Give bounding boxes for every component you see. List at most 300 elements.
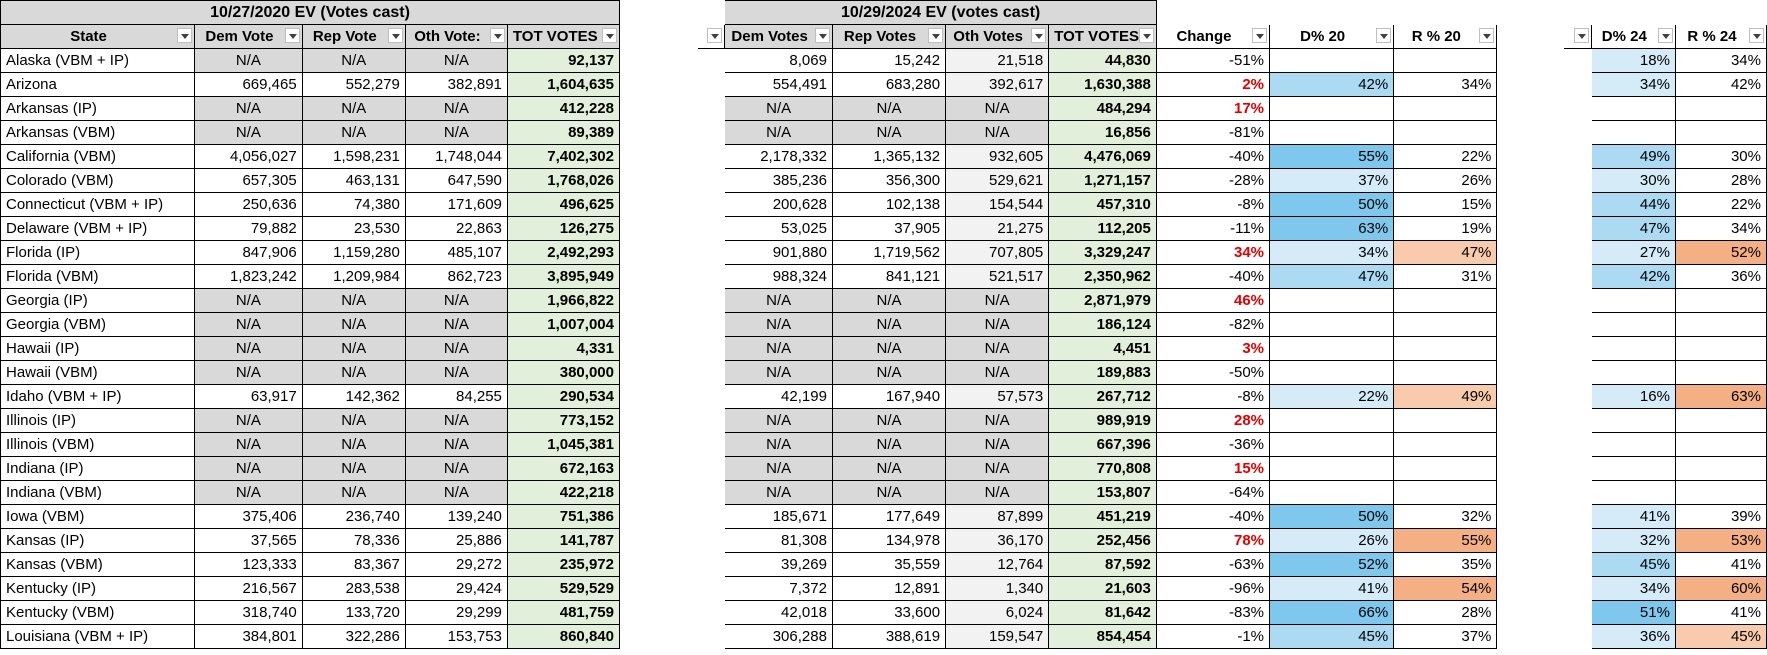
cell-tot24[interactable]: 153,807 bbox=[1049, 481, 1157, 505]
cell-tot24[interactable]: 3,329,247 bbox=[1049, 241, 1157, 265]
empty-cell[interactable] bbox=[1156, 1, 1269, 25]
cell-dem20[interactable]: 123,333 bbox=[195, 553, 303, 577]
cell-dem20[interactable]: 318,740 bbox=[195, 601, 303, 625]
empty-cell[interactable] bbox=[1563, 577, 1591, 601]
empty-cell[interactable] bbox=[1563, 241, 1591, 265]
cell-tot20[interactable]: 2,492,293 bbox=[507, 241, 619, 265]
empty-cell[interactable] bbox=[697, 289, 725, 313]
empty-cell[interactable] bbox=[1497, 241, 1564, 265]
cell-rep20[interactable]: 1,209,984 bbox=[302, 265, 405, 289]
empty-cell[interactable] bbox=[697, 97, 725, 121]
cell-state[interactable]: Kansas (IP) bbox=[1, 529, 195, 553]
empty-cell[interactable] bbox=[1563, 433, 1591, 457]
filter-only-cell[interactable] bbox=[1563, 25, 1591, 49]
header-r20[interactable] bbox=[1394, 25, 1497, 49]
cell-rep24[interactable]: N/A bbox=[832, 481, 945, 505]
cell-rep24[interactable]: N/A bbox=[832, 433, 945, 457]
cell-r20[interactable]: 15% bbox=[1394, 193, 1497, 217]
cell-rep24[interactable]: 12,891 bbox=[832, 577, 945, 601]
cell-d20[interactable]: 50% bbox=[1270, 505, 1394, 529]
filter-dropdown-icon[interactable] bbox=[1376, 28, 1391, 43]
cell-rep20[interactable]: N/A bbox=[302, 121, 405, 145]
cell-dem24[interactable]: 8,069 bbox=[725, 49, 833, 73]
empty-cell[interactable] bbox=[619, 121, 697, 145]
cell-d24[interactable] bbox=[1591, 313, 1675, 337]
cell-r20[interactable]: 49% bbox=[1394, 385, 1497, 409]
empty-cell[interactable] bbox=[697, 601, 725, 625]
empty-cell[interactable] bbox=[619, 601, 697, 625]
cell-oth24[interactable]: N/A bbox=[946, 409, 1049, 433]
cell-dem24[interactable]: 988,324 bbox=[725, 265, 833, 289]
empty-cell[interactable] bbox=[619, 361, 697, 385]
header-r24[interactable] bbox=[1675, 25, 1766, 49]
empty-cell[interactable] bbox=[1497, 73, 1564, 97]
empty-cell[interactable] bbox=[1497, 169, 1564, 193]
cell-r20[interactable] bbox=[1394, 433, 1497, 457]
cell-dem24[interactable]: 554,491 bbox=[725, 73, 833, 97]
cell-r24[interactable] bbox=[1675, 289, 1766, 313]
filter-dropdown-icon[interactable] bbox=[177, 28, 192, 43]
cell-rep20[interactable]: N/A bbox=[302, 433, 405, 457]
cell-state[interactable]: Connecticut (VBM + IP) bbox=[1, 193, 195, 217]
empty-cell[interactable] bbox=[1675, 1, 1766, 25]
cell-change[interactable]: 3% bbox=[1156, 337, 1269, 361]
cell-tot20[interactable]: 380,000 bbox=[507, 361, 619, 385]
cell-d24[interactable] bbox=[1591, 457, 1675, 481]
empty-cell[interactable] bbox=[1563, 625, 1591, 649]
cell-state[interactable]: Illinois (IP) bbox=[1, 409, 195, 433]
cell-dem24[interactable]: 901,880 bbox=[725, 241, 833, 265]
cell-state[interactable]: Indiana (VBM) bbox=[1, 481, 195, 505]
cell-change[interactable]: -64% bbox=[1156, 481, 1269, 505]
cell-dem24[interactable]: 306,288 bbox=[725, 625, 833, 649]
cell-dem24[interactable]: 39,269 bbox=[725, 553, 833, 577]
empty-cell[interactable] bbox=[1497, 1, 1564, 25]
cell-r24[interactable]: 45% bbox=[1675, 625, 1766, 649]
cell-change[interactable]: -1% bbox=[1156, 625, 1269, 649]
cell-state[interactable]: Delaware (VBM + IP) bbox=[1, 217, 195, 241]
cell-oth20[interactable]: 29,424 bbox=[405, 577, 507, 601]
cell-rep20[interactable]: 552,279 bbox=[302, 73, 405, 97]
cell-tot24[interactable]: 484,294 bbox=[1049, 97, 1157, 121]
cell-oth24[interactable]: 21,518 bbox=[946, 49, 1049, 73]
cell-oth20[interactable]: 171,609 bbox=[405, 193, 507, 217]
spacer-cell[interactable] bbox=[619, 1, 697, 25]
cell-rep24[interactable]: 1,365,132 bbox=[832, 145, 945, 169]
cell-r20[interactable] bbox=[1394, 49, 1497, 73]
cell-tot24[interactable]: 1,630,388 bbox=[1049, 73, 1157, 97]
filter-dropdown-icon[interactable] bbox=[602, 28, 617, 43]
cell-d24[interactable]: 49% bbox=[1591, 145, 1675, 169]
cell-r24[interactable] bbox=[1675, 97, 1766, 121]
cell-tot24[interactable]: 4,451 bbox=[1049, 337, 1157, 361]
cell-oth24[interactable]: 707,805 bbox=[946, 241, 1049, 265]
empty-cell[interactable] bbox=[697, 625, 725, 649]
cell-d20[interactable] bbox=[1270, 337, 1394, 361]
cell-d24[interactable]: 34% bbox=[1591, 577, 1675, 601]
cell-tot20[interactable]: 860,840 bbox=[507, 625, 619, 649]
cell-oth20[interactable]: 382,891 bbox=[405, 73, 507, 97]
cell-dem24[interactable]: N/A bbox=[725, 433, 833, 457]
header-rep24[interactable] bbox=[832, 25, 945, 49]
cell-rep20[interactable]: 142,362 bbox=[302, 385, 405, 409]
empty-cell[interactable] bbox=[1563, 457, 1591, 481]
cell-oth20[interactable]: N/A bbox=[405, 361, 507, 385]
cell-r24[interactable] bbox=[1675, 409, 1766, 433]
cell-rep20[interactable]: 283,538 bbox=[302, 577, 405, 601]
cell-oth24[interactable]: N/A bbox=[946, 361, 1049, 385]
empty-cell[interactable] bbox=[1563, 553, 1591, 577]
empty-cell[interactable] bbox=[619, 193, 697, 217]
filter-dropdown-icon[interactable] bbox=[707, 28, 722, 43]
cell-dem24[interactable]: 53,025 bbox=[725, 217, 833, 241]
cell-dem20[interactable]: 657,305 bbox=[195, 169, 303, 193]
cell-change[interactable]: -96% bbox=[1156, 577, 1269, 601]
cell-tot20[interactable]: 1,768,026 bbox=[507, 169, 619, 193]
empty-cell[interactable] bbox=[619, 337, 697, 361]
empty-cell[interactable] bbox=[1497, 361, 1564, 385]
cell-dem24[interactable]: 7,372 bbox=[725, 577, 833, 601]
cell-dem20[interactable]: N/A bbox=[195, 289, 303, 313]
filter-dropdown-icon[interactable] bbox=[1658, 28, 1673, 43]
filter-only-cell[interactable] bbox=[697, 25, 725, 49]
cell-change[interactable]: -83% bbox=[1156, 601, 1269, 625]
cell-oth24[interactable]: 1,340 bbox=[946, 577, 1049, 601]
cell-r24[interactable]: 41% bbox=[1675, 601, 1766, 625]
cell-d24[interactable]: 42% bbox=[1591, 265, 1675, 289]
cell-r24[interactable]: 30% bbox=[1675, 145, 1766, 169]
cell-rep24[interactable]: N/A bbox=[832, 289, 945, 313]
cell-dem24[interactable]: N/A bbox=[725, 457, 833, 481]
cell-oth20[interactable]: N/A bbox=[405, 481, 507, 505]
cell-change[interactable]: -28% bbox=[1156, 169, 1269, 193]
cell-dem24[interactable]: 42,018 bbox=[725, 601, 833, 625]
empty-cell[interactable] bbox=[619, 433, 697, 457]
empty-cell[interactable] bbox=[1563, 193, 1591, 217]
cell-dem20[interactable]: N/A bbox=[195, 49, 303, 73]
cell-tot20[interactable]: 235,972 bbox=[507, 553, 619, 577]
empty-cell[interactable] bbox=[1497, 625, 1564, 649]
cell-tot24[interactable]: 989,919 bbox=[1049, 409, 1157, 433]
cell-tot20[interactable]: 773,152 bbox=[507, 409, 619, 433]
cell-rep24[interactable]: 167,940 bbox=[832, 385, 945, 409]
empty-cell[interactable] bbox=[697, 217, 725, 241]
cell-tot20[interactable]: 1,045,381 bbox=[507, 433, 619, 457]
empty-cell[interactable] bbox=[1563, 1, 1591, 25]
cell-rep20[interactable]: 1,159,280 bbox=[302, 241, 405, 265]
cell-d20[interactable] bbox=[1270, 121, 1394, 145]
cell-dem24[interactable]: N/A bbox=[725, 361, 833, 385]
cell-rep24[interactable]: 35,559 bbox=[832, 553, 945, 577]
cell-r24[interactable]: 39% bbox=[1675, 505, 1766, 529]
cell-change[interactable]: -50% bbox=[1156, 361, 1269, 385]
cell-r20[interactable]: 19% bbox=[1394, 217, 1497, 241]
empty-cell[interactable] bbox=[697, 577, 725, 601]
cell-dem20[interactable]: N/A bbox=[195, 97, 303, 121]
cell-d20[interactable]: 34% bbox=[1270, 241, 1394, 265]
cell-tot24[interactable]: 267,712 bbox=[1049, 385, 1157, 409]
cell-dem20[interactable]: N/A bbox=[195, 433, 303, 457]
cell-tot24[interactable]: 44,830 bbox=[1049, 49, 1157, 73]
cell-rep20[interactable]: 83,367 bbox=[302, 553, 405, 577]
cell-state[interactable]: Georgia (VBM) bbox=[1, 313, 195, 337]
cell-tot20[interactable]: 1,966,822 bbox=[507, 289, 619, 313]
empty-cell[interactable] bbox=[1563, 361, 1591, 385]
cell-r20[interactable] bbox=[1394, 97, 1497, 121]
empty-cell[interactable] bbox=[1497, 313, 1564, 337]
cell-dem24[interactable]: N/A bbox=[725, 289, 833, 313]
empty-cell[interactable] bbox=[1563, 481, 1591, 505]
cell-state[interactable]: Arizona bbox=[1, 73, 195, 97]
cell-state[interactable]: Arkansas (VBM) bbox=[1, 121, 195, 145]
empty-cell[interactable] bbox=[1497, 265, 1564, 289]
cell-rep20[interactable]: N/A bbox=[302, 409, 405, 433]
empty-cell[interactable] bbox=[697, 553, 725, 577]
filter-dropdown-icon[interactable] bbox=[1139, 28, 1154, 43]
cell-oth20[interactable]: 139,240 bbox=[405, 505, 507, 529]
cell-state[interactable]: Indiana (IP) bbox=[1, 457, 195, 481]
empty-cell[interactable] bbox=[697, 313, 725, 337]
cell-oth24[interactable]: 159,547 bbox=[946, 625, 1049, 649]
cell-d20[interactable] bbox=[1270, 97, 1394, 121]
cell-rep24[interactable]: 841,121 bbox=[832, 265, 945, 289]
cell-dem20[interactable]: 4,056,027 bbox=[195, 145, 303, 169]
cell-state[interactable]: Louisiana (VBM + IP) bbox=[1, 625, 195, 649]
cell-rep24[interactable]: N/A bbox=[832, 361, 945, 385]
cell-dem24[interactable]: 2,178,332 bbox=[725, 145, 833, 169]
cell-rep20[interactable]: N/A bbox=[302, 97, 405, 121]
cell-rep20[interactable]: 23,530 bbox=[302, 217, 405, 241]
filter-dropdown-icon[interactable] bbox=[815, 28, 830, 43]
cell-state[interactable]: Arkansas (IP) bbox=[1, 97, 195, 121]
spacer-cell[interactable] bbox=[697, 1, 725, 25]
cell-dem20[interactable]: 37,565 bbox=[195, 529, 303, 553]
cell-d24[interactable]: 51% bbox=[1591, 601, 1675, 625]
header-state[interactable] bbox=[1, 25, 195, 49]
cell-change[interactable]: 34% bbox=[1156, 241, 1269, 265]
empty-cell[interactable] bbox=[1497, 385, 1564, 409]
cell-d24[interactable] bbox=[1591, 433, 1675, 457]
cell-state[interactable]: Iowa (VBM) bbox=[1, 505, 195, 529]
cell-rep24[interactable]: N/A bbox=[832, 457, 945, 481]
cell-dem20[interactable]: N/A bbox=[195, 121, 303, 145]
empty-cell[interactable] bbox=[1497, 25, 1564, 49]
cell-r20[interactable] bbox=[1394, 361, 1497, 385]
cell-oth20[interactable]: N/A bbox=[405, 409, 507, 433]
empty-cell[interactable] bbox=[1563, 145, 1591, 169]
cell-r20[interactable] bbox=[1394, 289, 1497, 313]
cell-d24[interactable]: 27% bbox=[1591, 241, 1675, 265]
cell-dem20[interactable]: N/A bbox=[195, 409, 303, 433]
cell-r20[interactable]: 31% bbox=[1394, 265, 1497, 289]
cell-dem20[interactable]: N/A bbox=[195, 313, 303, 337]
cell-state[interactable]: California (VBM) bbox=[1, 145, 195, 169]
cell-tot20[interactable]: 1,604,635 bbox=[507, 73, 619, 97]
cell-r20[interactable] bbox=[1394, 121, 1497, 145]
cell-tot24[interactable]: 16,856 bbox=[1049, 121, 1157, 145]
cell-tot24[interactable]: 252,456 bbox=[1049, 529, 1157, 553]
cell-oth24[interactable]: 36,170 bbox=[946, 529, 1049, 553]
empty-cell[interactable] bbox=[619, 265, 697, 289]
cell-r24[interactable] bbox=[1675, 313, 1766, 337]
cell-change[interactable]: -81% bbox=[1156, 121, 1269, 145]
cell-d20[interactable]: 41% bbox=[1270, 577, 1394, 601]
filter-dropdown-icon[interactable] bbox=[1574, 28, 1589, 43]
empty-cell[interactable] bbox=[1563, 337, 1591, 361]
cell-d24[interactable]: 47% bbox=[1591, 217, 1675, 241]
cell-dem20[interactable]: N/A bbox=[195, 337, 303, 361]
empty-cell[interactable] bbox=[697, 73, 725, 97]
cell-r24[interactable]: 36% bbox=[1675, 265, 1766, 289]
header-d20[interactable] bbox=[1270, 25, 1394, 49]
empty-cell[interactable] bbox=[1394, 1, 1497, 25]
cell-rep24[interactable]: N/A bbox=[832, 313, 945, 337]
cell-d20[interactable] bbox=[1270, 457, 1394, 481]
cell-r20[interactable] bbox=[1394, 337, 1497, 361]
empty-cell[interactable] bbox=[697, 145, 725, 169]
cell-change[interactable]: -40% bbox=[1156, 265, 1269, 289]
empty-cell[interactable] bbox=[1497, 193, 1564, 217]
cell-d20[interactable]: 22% bbox=[1270, 385, 1394, 409]
cell-rep20[interactable]: 1,598,231 bbox=[302, 145, 405, 169]
cell-oth24[interactable]: N/A bbox=[946, 289, 1049, 313]
cell-d24[interactable]: 16% bbox=[1591, 385, 1675, 409]
cell-r24[interactable]: 60% bbox=[1675, 577, 1766, 601]
cell-d20[interactable]: 26% bbox=[1270, 529, 1394, 553]
cell-oth20[interactable]: 862,723 bbox=[405, 265, 507, 289]
empty-cell[interactable] bbox=[697, 481, 725, 505]
empty-cell[interactable] bbox=[619, 145, 697, 169]
empty-cell[interactable] bbox=[1563, 73, 1591, 97]
header-dem20[interactable] bbox=[195, 25, 303, 49]
cell-dem20[interactable]: N/A bbox=[195, 457, 303, 481]
cell-change[interactable]: 28% bbox=[1156, 409, 1269, 433]
header-oth24[interactable] bbox=[946, 25, 1049, 49]
empty-cell[interactable] bbox=[619, 169, 697, 193]
cell-oth20[interactable]: N/A bbox=[405, 457, 507, 481]
cell-r24[interactable]: 52% bbox=[1675, 241, 1766, 265]
cell-rep20[interactable]: N/A bbox=[302, 457, 405, 481]
cell-dem20[interactable]: 63,917 bbox=[195, 385, 303, 409]
cell-change[interactable]: -51% bbox=[1156, 49, 1269, 73]
cell-r20[interactable] bbox=[1394, 481, 1497, 505]
empty-cell[interactable] bbox=[1497, 553, 1564, 577]
empty-cell[interactable] bbox=[619, 241, 697, 265]
empty-cell[interactable] bbox=[1563, 217, 1591, 241]
empty-cell[interactable] bbox=[619, 625, 697, 649]
cell-tot24[interactable]: 87,592 bbox=[1049, 553, 1157, 577]
cell-oth20[interactable]: N/A bbox=[405, 121, 507, 145]
cell-dem20[interactable]: N/A bbox=[195, 481, 303, 505]
cell-d20[interactable]: 42% bbox=[1270, 73, 1394, 97]
cell-oth24[interactable]: N/A bbox=[946, 97, 1049, 121]
cell-rep20[interactable]: N/A bbox=[302, 289, 405, 313]
cell-oth24[interactable]: N/A bbox=[946, 313, 1049, 337]
cell-dem24[interactable]: 385,236 bbox=[725, 169, 833, 193]
cell-d24[interactable]: 34% bbox=[1591, 73, 1675, 97]
filter-dropdown-icon[interactable] bbox=[1031, 28, 1046, 43]
empty-cell[interactable] bbox=[1563, 409, 1591, 433]
empty-cell[interactable] bbox=[1563, 121, 1591, 145]
empty-cell[interactable] bbox=[1497, 97, 1564, 121]
cell-rep24[interactable]: 33,600 bbox=[832, 601, 945, 625]
cell-state[interactable]: Colorado (VBM) bbox=[1, 169, 195, 193]
cell-oth24[interactable]: 529,621 bbox=[946, 169, 1049, 193]
empty-cell[interactable] bbox=[697, 529, 725, 553]
cell-r20[interactable]: 28% bbox=[1394, 601, 1497, 625]
cell-rep24[interactable]: 37,905 bbox=[832, 217, 945, 241]
cell-r20[interactable]: 26% bbox=[1394, 169, 1497, 193]
cell-dem24[interactable]: N/A bbox=[725, 97, 833, 121]
empty-cell[interactable] bbox=[619, 73, 697, 97]
cell-dem24[interactable]: N/A bbox=[725, 481, 833, 505]
cell-change[interactable]: -82% bbox=[1156, 313, 1269, 337]
cell-d24[interactable] bbox=[1591, 337, 1675, 361]
cell-state[interactable]: Idaho (VBM + IP) bbox=[1, 385, 195, 409]
cell-oth24[interactable]: 932,605 bbox=[946, 145, 1049, 169]
cell-r20[interactable] bbox=[1394, 409, 1497, 433]
cell-rep24[interactable]: 1,719,562 bbox=[832, 241, 945, 265]
cell-tot24[interactable]: 81,642 bbox=[1049, 601, 1157, 625]
empty-cell[interactable] bbox=[1497, 49, 1564, 73]
cell-dem24[interactable]: 200,628 bbox=[725, 193, 833, 217]
cell-tot24[interactable]: 2,350,962 bbox=[1049, 265, 1157, 289]
cell-oth24[interactable]: 87,899 bbox=[946, 505, 1049, 529]
cell-oth20[interactable]: N/A bbox=[405, 97, 507, 121]
cell-r24[interactable] bbox=[1675, 121, 1766, 145]
empty-cell[interactable] bbox=[619, 385, 697, 409]
cell-rep24[interactable]: 177,649 bbox=[832, 505, 945, 529]
cell-dem24[interactable]: 42,199 bbox=[725, 385, 833, 409]
cell-dem20[interactable]: N/A bbox=[195, 361, 303, 385]
cell-d24[interactable] bbox=[1591, 97, 1675, 121]
cell-rep20[interactable]: 322,286 bbox=[302, 625, 405, 649]
empty-cell[interactable] bbox=[1497, 457, 1564, 481]
empty-cell[interactable] bbox=[1563, 505, 1591, 529]
cell-rep24[interactable]: N/A bbox=[832, 337, 945, 361]
cell-oth20[interactable]: N/A bbox=[405, 433, 507, 457]
cell-dem20[interactable]: 847,906 bbox=[195, 241, 303, 265]
cell-r20[interactable]: 37% bbox=[1394, 625, 1497, 649]
cell-r24[interactable]: 28% bbox=[1675, 169, 1766, 193]
cell-r24[interactable] bbox=[1675, 481, 1766, 505]
cell-r24[interactable] bbox=[1675, 337, 1766, 361]
cell-d20[interactable] bbox=[1270, 433, 1394, 457]
cell-rep24[interactable]: 683,280 bbox=[832, 73, 945, 97]
cell-d24[interactable]: 18% bbox=[1591, 49, 1675, 73]
cell-state[interactable]: Kentucky (IP) bbox=[1, 577, 195, 601]
empty-cell[interactable] bbox=[619, 25, 697, 49]
cell-oth20[interactable]: N/A bbox=[405, 337, 507, 361]
cell-oth20[interactable]: N/A bbox=[405, 289, 507, 313]
cell-r24[interactable] bbox=[1675, 361, 1766, 385]
empty-cell[interactable] bbox=[619, 49, 697, 73]
empty-cell[interactable] bbox=[1497, 409, 1564, 433]
cell-d24[interactable]: 32% bbox=[1591, 529, 1675, 553]
cell-state[interactable]: Florida (VBM) bbox=[1, 265, 195, 289]
cell-dem20[interactable]: 216,567 bbox=[195, 577, 303, 601]
header-change[interactable] bbox=[1156, 25, 1269, 49]
cell-oth20[interactable]: 29,299 bbox=[405, 601, 507, 625]
cell-tot24[interactable]: 4,476,069 bbox=[1049, 145, 1157, 169]
cell-oth24[interactable]: 6,024 bbox=[946, 601, 1049, 625]
cell-d20[interactable] bbox=[1270, 481, 1394, 505]
cell-dem20[interactable]: 384,801 bbox=[195, 625, 303, 649]
cell-change[interactable]: -63% bbox=[1156, 553, 1269, 577]
header-rep20[interactable] bbox=[302, 25, 405, 49]
cell-tot20[interactable]: 92,137 bbox=[507, 49, 619, 73]
filter-dropdown-icon[interactable] bbox=[490, 28, 505, 43]
